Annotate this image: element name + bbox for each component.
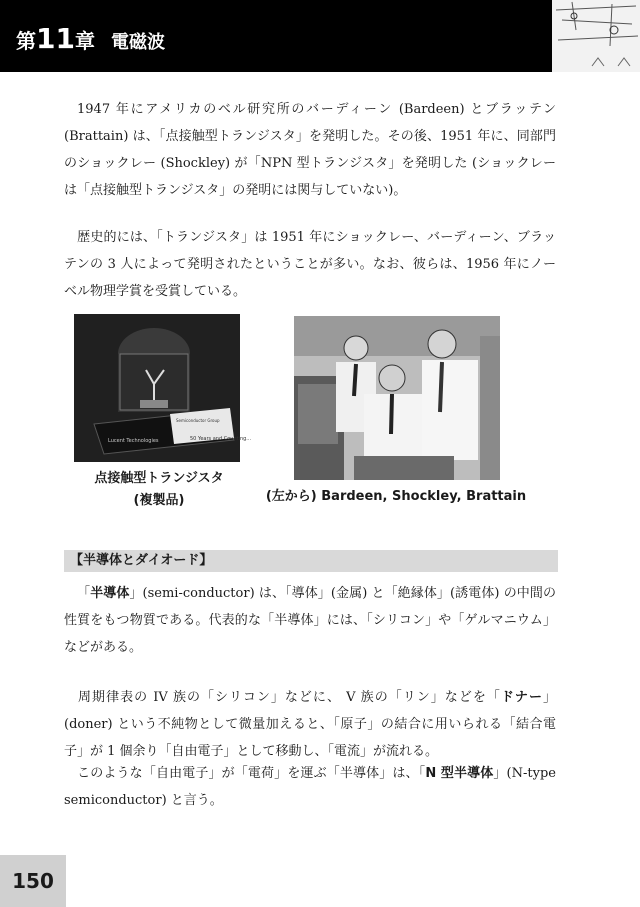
paragraph-nobel-prize: 歴史的には、「トランジスタ」は 1951 年にショックレー、バーディーン、ブラッテンの 3 人によって発明されたということが多い。なお、彼らは、1956 年にノーベル物理学賞を受賞している。 — [64, 230, 556, 299]
chapter-number: 11 — [36, 22, 75, 55]
left-caption-line2: (複製品) — [133, 493, 185, 508]
chapter-header — [0, 0, 640, 72]
header-corner-illustration — [552, 0, 640, 72]
svg-text:Semiconductor Group: Semiconductor Group — [176, 418, 220, 423]
paragraph-semiconductor-definition: 「半導体」(semi-conductor) は、「導体」(金属) と「絶縁体」(誘電体) の中間の性質をもつ物質である。代表的な「半導体」には、「シリコン」や「ゲルマニウム」などがある。 — [64, 586, 556, 655]
right-figure-caption: (左から) Bardeen, Shockley, Brattain — [265, 489, 527, 504]
page-number: 150 — [0, 855, 66, 907]
svg-text:50 Years and Counting...: 50 Years and Counting... — [190, 436, 252, 442]
paragraph-n-type: このような「自由電子」が「電荷」を運ぶ「半導体」は、「N 型半導体」(N-type semiconductor) と言う。 — [64, 766, 556, 808]
chapter-title — [16, 22, 165, 55]
svg-text:Lucent Technologies: Lucent Technologies — [108, 438, 159, 444]
chapter-prefix: 第 — [16, 29, 36, 53]
left-caption-line1: 点接触型トランジスタ — [94, 471, 224, 486]
paragraph-donor-impurity: 周期律表の IV 族の「シリコン」などに、 V 族の「リン」などを「ドナー」(doner) という不純物として微量加えると、「原子」の結合に用いられる「結合電子」が 1 個余り「自由電子」として移動し、「電流」が流れる。 — [64, 690, 556, 759]
paragraph-transistor-history: 1947 年にアメリカのベル研究所のバーディーン (Bardeen) とブラッテン (Brattain) は、「点接触型トランジスタ」を発明した。その後、1951 年に、同部門のショックレー (Shockley) が「NPN 型トランジスタ」を発明した (ショックレーは「点接触型トランジスタ」の発明には関与していない)。 — [64, 102, 556, 198]
inventors-photo — [294, 316, 500, 480]
transistor-replica-photo — [74, 314, 252, 462]
chapter-suffix: 章 — [74, 29, 95, 53]
chapter-name: 電磁波 — [110, 32, 165, 53]
section-heading-semiconductor: 【半導体とダイオード】 — [64, 550, 558, 572]
left-figure-caption — [74, 468, 244, 512]
